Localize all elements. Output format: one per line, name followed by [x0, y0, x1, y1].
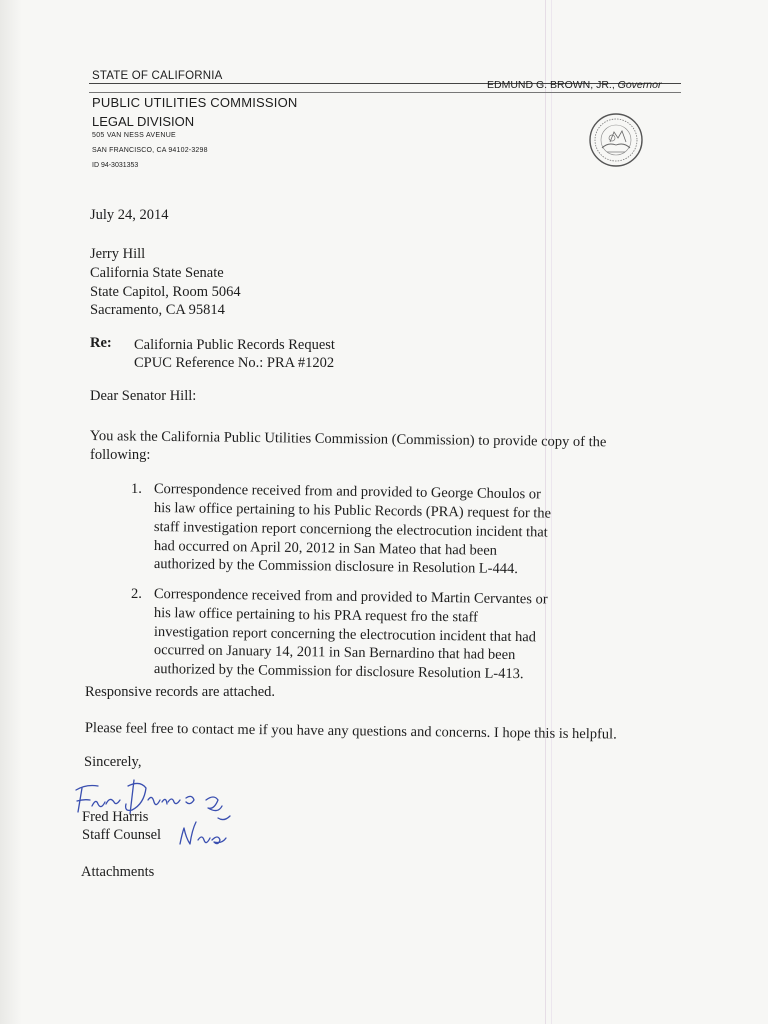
address-line-2: SAN FRANCISCO, CA 94102-3298 — [92, 147, 208, 154]
sincerely: Sincerely, — [84, 754, 142, 770]
page-fold-line-secondary — [551, 0, 552, 1024]
page-edge-shadow — [0, 0, 22, 1024]
attachments-label: Attachments — [81, 864, 155, 880]
list-item-number: 2. — [131, 586, 142, 602]
list-item-line: Correspondence received from and provided to George Choulos or — [153, 481, 542, 503]
recipient-organization: California State Senate — [90, 265, 224, 281]
recipient-address: State Capitol, Room 5064 — [90, 284, 241, 300]
re-label: Re: — [90, 335, 112, 351]
list-item-line: authorized by the Commission for disclosure Resolution L-413. — [153, 661, 524, 683]
governor-title: Governor — [617, 79, 662, 91]
list-item-line: occurred on January 14, 2011 in San Bernardino that had been — [153, 642, 516, 664]
governor-name: EDMUND G. BROWN, JR., — [487, 79, 615, 91]
list-item-line: his law office pertaining to his PRA request fro the staff — [153, 605, 479, 626]
list-item-line: Correspondence received from and provided to Martin Cervantes or — [153, 586, 548, 608]
agency-name: PUBLIC UTILITIES COMMISSION — [92, 95, 298, 110]
signer-title: Staff Counsel — [82, 827, 162, 843]
list-item-line: his law office pertaining to his Public Records (PRA) request for the — [153, 500, 552, 522]
closing-paragraph: Please feel free to contact me if you have any questions and concerns. I hope this is helpful. — [84, 720, 617, 743]
list-item-number: 1. — [131, 481, 142, 497]
division-name: LEGAL DIVISION — [92, 114, 195, 129]
letterhead-rule-bottom — [89, 92, 681, 93]
list-item-line: authorized by the Commission disclosure in Resolution L-444. — [153, 556, 519, 578]
state-seal-icon — [588, 112, 644, 168]
intro-line-1: You ask the California Public Utilities Commission (Commission) to provide copy of the — [89, 428, 607, 451]
recipient-city: Sacramento, CA 95814 — [90, 302, 225, 318]
re-subject-line-2: CPUC Reference No.: PRA #1202 — [134, 355, 335, 371]
address-line-1: 505 VAN NESS AVENUE — [92, 132, 177, 139]
address-line-3: ID 94-3031353 — [92, 162, 139, 169]
list-item-line: staff investigation report concerniong the electrocution incident that — [153, 519, 548, 541]
governor-line — [487, 79, 661, 91]
responsive-records-note: Responsive records are attached. — [85, 684, 276, 700]
handwritten-initials — [174, 814, 230, 850]
state-of-california-label: STATE OF CALIFORNIA — [92, 70, 223, 82]
signer-name: Fred Harris — [82, 809, 149, 825]
recipient-name: Jerry Hill — [90, 246, 146, 262]
letter-date: July 24, 2014 — [90, 207, 169, 223]
re-subject-line-1: California Public Records Request — [134, 337, 335, 353]
list-item-line: investigation report concerning the electrocution incident that had — [153, 624, 537, 646]
list-item-line: had occurred on April 20, 2012 in San Mateo that had been — [153, 538, 498, 559]
salutation: Dear Senator Hill: — [90, 388, 197, 404]
intro-line-2: following: — [90, 447, 151, 463]
